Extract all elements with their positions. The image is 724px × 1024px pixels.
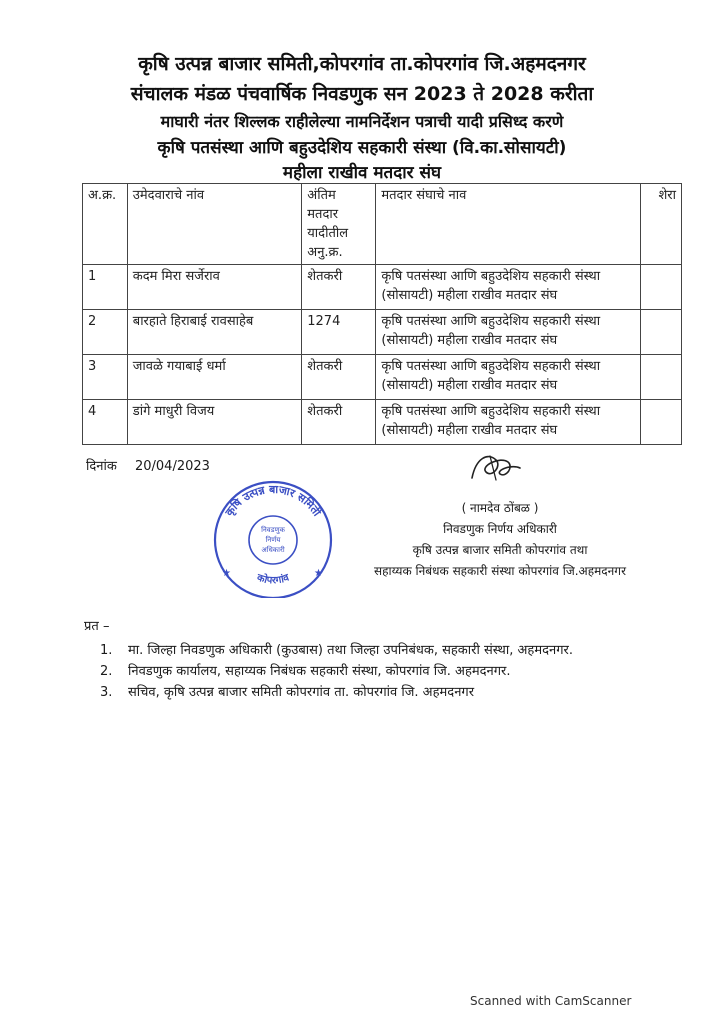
date-line [86, 456, 224, 474]
cell-candidate-name: डांगे माधुरी विजय [127, 400, 302, 445]
list-item-number: 3. [100, 685, 113, 700]
reserved-category: महीला राखीव मतदार संघ [282, 163, 442, 183]
signatory-name: ( नामदेव ठोंबळ ) [461, 501, 539, 515]
col-header-constituency: मतदार संघाचे नाव [376, 184, 641, 265]
table-header-row [83, 184, 682, 265]
copy-to-label: प्रत – [84, 619, 110, 634]
signature-icon [466, 448, 526, 488]
date-label: दिनांक [86, 459, 117, 474]
col-header-serial-no: अ.क्र. [83, 184, 128, 265]
list-description: माघारी नंतर शिल्लक राहीलेल्या नामनिर्देशन पत्राची यादी प्रसिध्द करणे [160, 112, 564, 131]
list-item-number: 1. [100, 643, 113, 658]
cell-constituency: कृषि पतसंस्था आणि बहुउदेशिय सहकारी संस्था (सोसायटी) महीला राखीव मतदार संघ [376, 265, 641, 310]
cell-voter-list-no: शेतकरी [302, 355, 376, 400]
table-row [83, 265, 682, 310]
seal-bottom-text: कोपरगांव [255, 572, 291, 587]
list-item-text: निवडणुक कार्यालय, सहाय्यक निबंधक सहकारी संस्था, कोपरगांव जि. अहमदनगर. [128, 664, 511, 679]
cell-candidate-name: बारहाते हिराबाई रावसाहेब [127, 310, 302, 355]
list-item-number: 2. [100, 664, 113, 679]
cell-constituency: कृषि पतसंस्था आणि बहुउदेशिय सहकारी संस्था (सोसायटी) महीला राखीव मतदार संघ [376, 355, 641, 400]
cell-voter-list-no: शेतकरी [302, 265, 376, 310]
signatory-line-3: सहाय्यक निबंधक सहकारी संस्था कोपरगांव जि.अहमदनगर [374, 564, 626, 578]
seal-star-left-icon: ★ [222, 568, 231, 579]
cell-serial-no: 1 [83, 265, 128, 310]
cell-constituency: कृषि पतसंस्था आणि बहुउदेशिय सहकारी संस्था (सोसायटी) महीला राखीव मतदार संघ [376, 310, 641, 355]
cell-serial-no: 2 [83, 310, 128, 355]
list-item [100, 661, 573, 682]
cell-remarks [641, 355, 682, 400]
cell-remarks [641, 265, 682, 310]
col-header-remarks: शेरा [641, 184, 682, 265]
signatory-title: निवडणुक निर्णय अधिकारी [443, 522, 557, 536]
cell-serial-no: 4 [83, 400, 128, 445]
seal-inner-line-1: निवडणुक [261, 526, 285, 534]
cell-serial-no: 3 [83, 355, 128, 400]
list-item-text: सचिव, कृषि उत्पन्न बाजार समिती कोपरगांव ता. कोपरगांव जि. अहमदनगर [128, 685, 475, 700]
list-item [100, 640, 573, 661]
seal-inner-line-2: निर्णय [265, 536, 281, 544]
signatory-line-2: कृषि उत्पन्न बाजार समिती कोपरगांव तथा [412, 543, 588, 557]
candidate-table [82, 183, 682, 445]
cell-remarks [641, 400, 682, 445]
seal-star-right-icon: ★ [314, 568, 323, 579]
cell-voter-list-no: शेतकरी [302, 400, 376, 445]
cell-voter-list-no: 1274 [302, 310, 376, 355]
table-row [83, 310, 682, 355]
svg-text:कोपरगांव [255, 570, 291, 586]
svg-text:कृषि उत्पन्न बाजार समिती [222, 483, 325, 520]
table-row [83, 400, 682, 445]
scanner-watermark: Scanned with CamScanner [470, 994, 632, 1008]
signatory-block [340, 498, 660, 582]
col-header-voter-list-no: अंतिम मतदार यादीतील अनु.क्र. [302, 184, 376, 265]
table-row [83, 355, 682, 400]
cell-candidate-name: कदम मिरा सर्जेराव [127, 265, 302, 310]
official-seal-stamp [210, 480, 336, 598]
cell-constituency: कृषि पतसंस्था आणि बहुउदेशिय सहकारी संस्था (सोसायटी) महीला राखीव मतदार संघ [376, 400, 641, 445]
copy-to-list [100, 640, 573, 703]
seal-inner-line-3: अधिकारी [261, 546, 285, 554]
col-header-candidate-name: उमेदवाराचे नांव [127, 184, 302, 265]
seal-outer-text: कृषि उत्पन्न बाजार समिती [222, 482, 324, 519]
date-value: 20/04/2023 [134, 459, 210, 474]
list-item [100, 682, 573, 703]
cell-candidate-name: जावळे गयाबाई धर्मा [127, 355, 302, 400]
cell-remarks [641, 310, 682, 355]
election-title: संचालक मंडळ पंचवार्षिक निवडणुक सन 2023 ते 2028 करीता [130, 83, 594, 105]
constituency-title: कृषि पतसंस्था आणि बहुउदेशिय सहकारी संस्था (वि.का.सोसायटी) [157, 138, 567, 158]
list-item-text: मा. जिल्हा निवडणुक अधिकारी (कुउबास) तथा जिल्हा उपनिबंधक, सहकारी संस्था, अहमदनगर. [128, 643, 573, 658]
office-title: कृषि उत्पन्न बाजार समिती,कोपरगांव ता.कोपरगांव जि.अहमदनगर [138, 53, 586, 75]
